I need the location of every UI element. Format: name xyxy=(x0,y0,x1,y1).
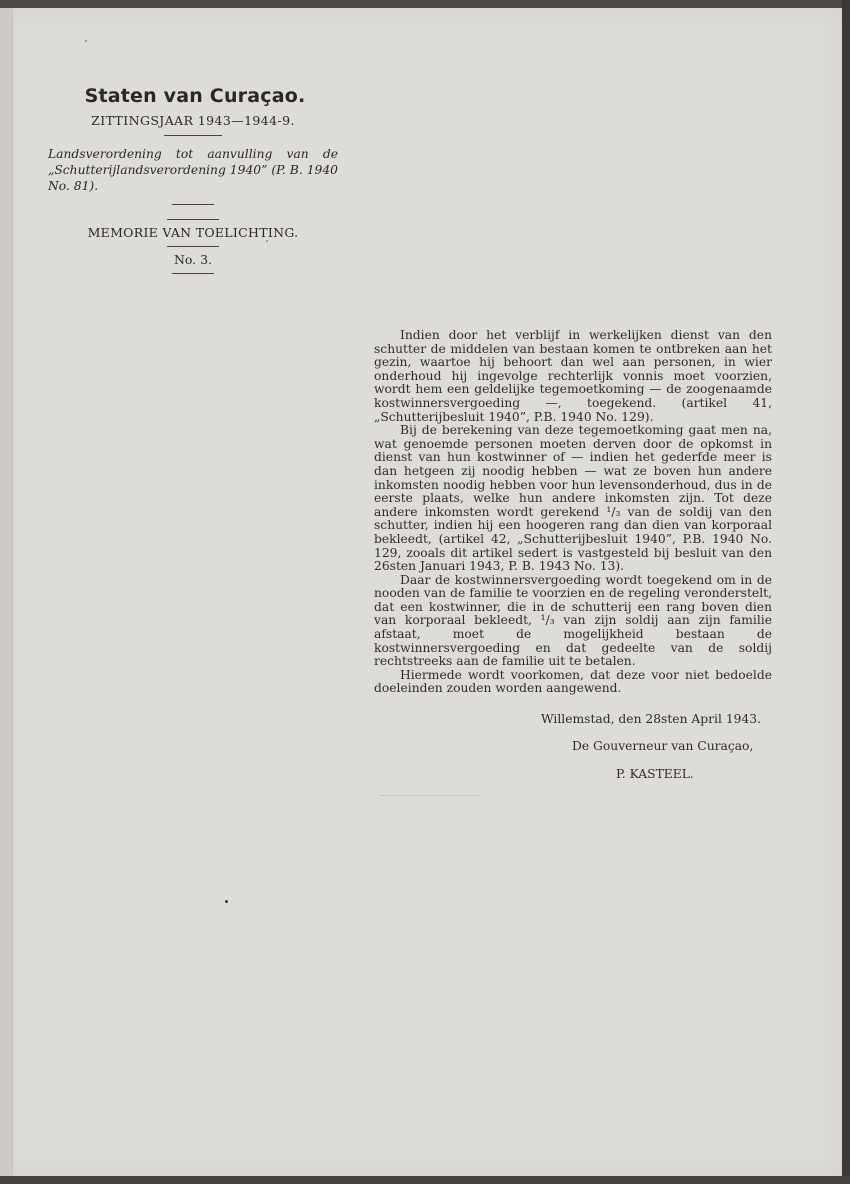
place-date: Willemstad, den 28sten April 1943. xyxy=(541,712,762,726)
session-year: ZITTINGSJAAR 1943—1944-9. xyxy=(91,113,295,128)
divider xyxy=(167,219,219,220)
speck xyxy=(266,240,268,242)
page-edge-bottom xyxy=(0,1176,850,1184)
memorie-heading: MEMORIE VAN TOELICHTING. xyxy=(87,225,299,240)
divider xyxy=(167,246,219,247)
signatory-role: De Gouverneur van Curaçao, xyxy=(572,739,754,753)
signatory-name: P. KASTEEL. xyxy=(616,767,694,781)
document-title: Staten van Curaçao. xyxy=(84,85,306,107)
document-number: No. 3. xyxy=(173,252,213,267)
paragraph: Daar de kostwinnersvergoeding wordt toegekend om in de nooden van de familie te voorzien en de regeling veronderstelt, dat een kostwinner, die in de schutterij een rang boven dien van korporaal bekleedt, ¹/₃ van zijn soldij aan zijn familie afstaat, moet de mogelijkheid bestaan de kostwinnersvergoeding en dat gedeelte van de soldij rechtstreeks aan de familie uit te betalen. xyxy=(374,572,772,669)
paragraph: Bij de berekening van deze tegemoetkoming gaat men na, wat genoemde personen moeten derven door de opkomst in dienst van hun kostwinner of — indien het gederfde meer is dan hetgeen zij noodig hebben — wat ze boven hun andere inkomsten noodig hebben voor hun levensonderhoud, dus in de eerste plaats, welke hun andere inkomsten zijn. Tot deze andere inkomsten wordt gerekend ¹/₃ van de soldij van den schutter, indien hij een hoogeren rang dan dien van korporaal bekleedt, (artikel 42, „Schutterijbesluit 1940”, P.B. 1940 No. 129, zooals dit artikel sedert is vastgesteld bij besluit van den 26sten Januari 1943, P. B. 1943 No. 13). xyxy=(374,423,772,574)
header-block xyxy=(48,85,338,274)
speck xyxy=(85,40,87,42)
page-edge-right xyxy=(842,0,850,1184)
page-edge-left xyxy=(0,8,13,1176)
speck xyxy=(225,900,228,903)
body-text xyxy=(374,329,772,696)
divider xyxy=(164,135,222,136)
document-subject: Landsverordening tot aanvulling van de „Schutterijlandsverordening 1940” (P. B. 1940 No. 81). xyxy=(48,147,338,193)
divider xyxy=(172,204,214,205)
paragraph: Indien door het verblijf in werkelijken dienst van den schutter de middelen van bestaan komen te ontbreken aan het gezin, waartoe hij behoort dan wel aan personen, in wier onderhoud hij ingevolge rechterlijk vonnis moet voorzien, wordt hem een geldelijke tegemoetkoming — de zoogenaamde kostwinnersvergoeding —, toegekend. (artikel 41, „Schutterijbesluit 1940”, P.B. 1940 No. 129). xyxy=(374,328,772,424)
divider xyxy=(172,273,214,274)
ink-smudge xyxy=(380,795,480,798)
paragraph: Hiermede wordt voorkomen, dat deze voor niet bedoelde doeleinden zouden worden aangewend. xyxy=(374,667,772,696)
